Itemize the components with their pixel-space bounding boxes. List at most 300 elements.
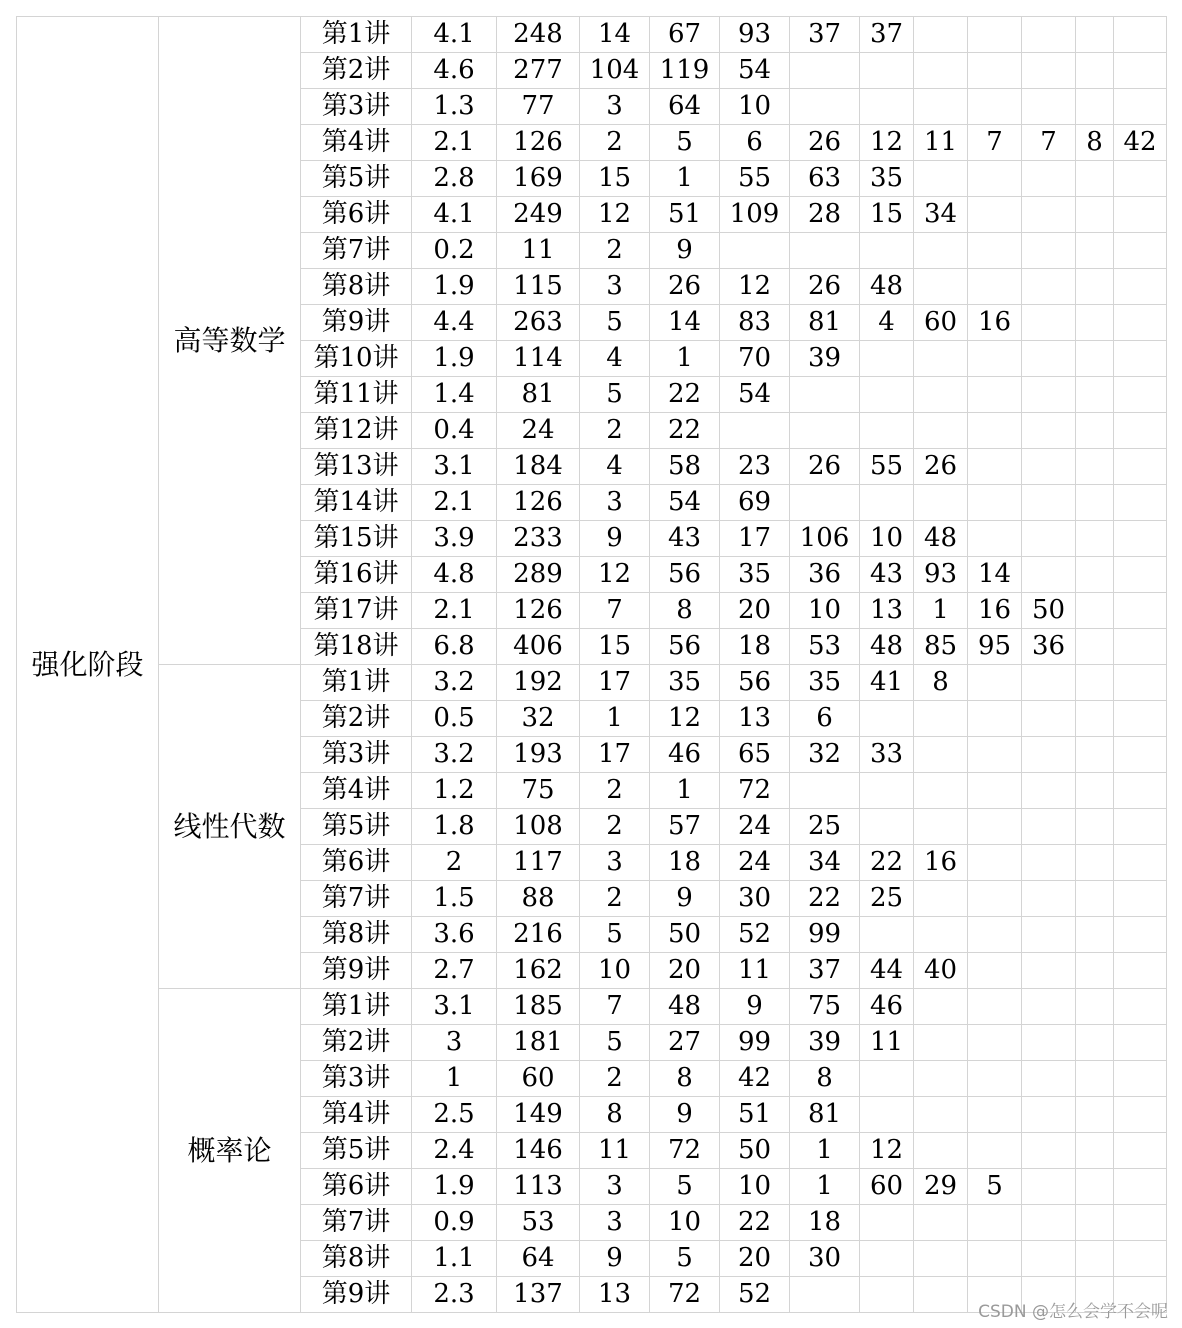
value-cell[interactable]: 20 <box>720 593 790 629</box>
value-cell[interactable] <box>860 1097 914 1133</box>
value-cell[interactable]: 51 <box>650 197 720 233</box>
value-cell[interactable] <box>1022 233 1076 269</box>
value-cell[interactable]: 1 <box>650 773 720 809</box>
value-cell[interactable]: 20 <box>720 1241 790 1277</box>
value-cell[interactable]: 0.2 <box>412 233 497 269</box>
value-cell[interactable]: 58 <box>650 449 720 485</box>
value-cell[interactable]: 99 <box>720 1025 790 1061</box>
value-cell[interactable] <box>914 881 968 917</box>
value-cell[interactable]: 4.4 <box>412 305 497 341</box>
value-cell[interactable] <box>860 377 914 413</box>
lecture-cell[interactable]: 第2讲 <box>301 53 412 89</box>
value-cell[interactable] <box>1022 989 1076 1025</box>
value-cell[interactable]: 17 <box>720 521 790 557</box>
value-cell[interactable]: 3.2 <box>412 665 497 701</box>
value-cell[interactable] <box>914 1025 968 1061</box>
value-cell[interactable]: 11 <box>497 233 580 269</box>
value-cell[interactable]: 3 <box>580 89 650 125</box>
value-cell[interactable]: 185 <box>497 989 580 1025</box>
value-cell[interactable] <box>1114 917 1167 953</box>
value-cell[interactable]: 3.2 <box>412 737 497 773</box>
value-cell[interactable]: 75 <box>497 773 580 809</box>
lecture-cell[interactable]: 第13讲 <box>301 449 412 485</box>
value-cell[interactable] <box>914 917 968 953</box>
value-cell[interactable]: 33 <box>860 737 914 773</box>
value-cell[interactable] <box>1114 449 1167 485</box>
value-cell[interactable]: 43 <box>860 557 914 593</box>
value-cell[interactable] <box>1022 161 1076 197</box>
value-cell[interactable] <box>1022 953 1076 989</box>
value-cell[interactable]: 65 <box>720 737 790 773</box>
value-cell[interactable]: 46 <box>650 737 720 773</box>
value-cell[interactable] <box>860 53 914 89</box>
value-cell[interactable]: 2 <box>580 881 650 917</box>
lecture-cell[interactable]: 第16讲 <box>301 557 412 593</box>
value-cell[interactable]: 5 <box>580 917 650 953</box>
value-cell[interactable]: 12 <box>650 701 720 737</box>
value-cell[interactable]: 3 <box>580 845 650 881</box>
value-cell[interactable] <box>1114 629 1167 665</box>
value-cell[interactable]: 2.1 <box>412 593 497 629</box>
value-cell[interactable]: 248 <box>497 17 580 53</box>
value-cell[interactable]: 22 <box>790 881 860 917</box>
value-cell[interactable]: 60 <box>497 1061 580 1097</box>
value-cell[interactable] <box>1076 521 1114 557</box>
value-cell[interactable]: 1 <box>412 1061 497 1097</box>
value-cell[interactable]: 25 <box>790 809 860 845</box>
value-cell[interactable]: 1 <box>914 593 968 629</box>
value-cell[interactable]: 5 <box>650 125 720 161</box>
value-cell[interactable] <box>1076 341 1114 377</box>
value-cell[interactable]: 12 <box>720 269 790 305</box>
value-cell[interactable] <box>1114 269 1167 305</box>
value-cell[interactable]: 2.8 <box>412 161 497 197</box>
value-cell[interactable] <box>1022 881 1076 917</box>
value-cell[interactable]: 15 <box>580 629 650 665</box>
value-cell[interactable] <box>1114 521 1167 557</box>
value-cell[interactable]: 93 <box>914 557 968 593</box>
value-cell[interactable]: 4.1 <box>412 197 497 233</box>
value-cell[interactable] <box>914 341 968 377</box>
value-cell[interactable]: 14 <box>650 305 720 341</box>
value-cell[interactable] <box>1076 1097 1114 1133</box>
value-cell[interactable]: 22 <box>860 845 914 881</box>
value-cell[interactable] <box>1076 89 1114 125</box>
value-cell[interactable]: 16 <box>968 305 1022 341</box>
value-cell[interactable] <box>1114 989 1167 1025</box>
value-cell[interactable]: 0.4 <box>412 413 497 449</box>
value-cell[interactable]: 26 <box>790 125 860 161</box>
value-cell[interactable] <box>1114 737 1167 773</box>
value-cell[interactable]: 14 <box>580 17 650 53</box>
value-cell[interactable] <box>1076 1205 1114 1241</box>
value-cell[interactable]: 63 <box>790 161 860 197</box>
value-cell[interactable]: 53 <box>497 1205 580 1241</box>
value-cell[interactable] <box>1076 989 1114 1025</box>
value-cell[interactable] <box>914 1133 968 1169</box>
value-cell[interactable]: 34 <box>914 197 968 233</box>
lecture-cell[interactable]: 第8讲 <box>301 269 412 305</box>
value-cell[interactable]: 7 <box>580 989 650 1025</box>
value-cell[interactable] <box>1022 413 1076 449</box>
value-cell[interactable]: 12 <box>580 557 650 593</box>
value-cell[interactable]: 75 <box>790 989 860 1025</box>
value-cell[interactable]: 3.6 <box>412 917 497 953</box>
value-cell[interactable]: 2.5 <box>412 1097 497 1133</box>
value-cell[interactable] <box>914 89 968 125</box>
lecture-cell[interactable]: 第5讲 <box>301 1133 412 1169</box>
value-cell[interactable] <box>1114 1061 1167 1097</box>
value-cell[interactable]: 37 <box>790 953 860 989</box>
value-cell[interactable]: 50 <box>650 917 720 953</box>
value-cell[interactable]: 126 <box>497 485 580 521</box>
value-cell[interactable] <box>1076 1169 1114 1205</box>
value-cell[interactable] <box>914 53 968 89</box>
value-cell[interactable]: 35 <box>650 665 720 701</box>
value-cell[interactable]: 52 <box>720 1277 790 1313</box>
value-cell[interactable]: 44 <box>860 953 914 989</box>
value-cell[interactable]: 3 <box>580 269 650 305</box>
value-cell[interactable]: 26 <box>790 449 860 485</box>
value-cell[interactable]: 42 <box>720 1061 790 1097</box>
value-cell[interactable] <box>914 737 968 773</box>
value-cell[interactable]: 13 <box>580 1277 650 1313</box>
value-cell[interactable] <box>914 1205 968 1241</box>
value-cell[interactable]: 10 <box>650 1205 720 1241</box>
value-cell[interactable] <box>1114 701 1167 737</box>
value-cell[interactable] <box>914 773 968 809</box>
value-cell[interactable] <box>1114 557 1167 593</box>
value-cell[interactable]: 35 <box>860 161 914 197</box>
value-cell[interactable] <box>860 1241 914 1277</box>
value-cell[interactable] <box>1022 89 1076 125</box>
value-cell[interactable]: 2.7 <box>412 953 497 989</box>
value-cell[interactable] <box>1076 953 1114 989</box>
value-cell[interactable] <box>1076 413 1114 449</box>
value-cell[interactable] <box>968 701 1022 737</box>
value-cell[interactable]: 81 <box>790 305 860 341</box>
value-cell[interactable] <box>860 1061 914 1097</box>
value-cell[interactable] <box>860 917 914 953</box>
value-cell[interactable]: 7 <box>1022 125 1076 161</box>
lecture-cell[interactable]: 第8讲 <box>301 917 412 953</box>
lecture-cell[interactable]: 第3讲 <box>301 1061 412 1097</box>
value-cell[interactable]: 1.9 <box>412 1169 497 1205</box>
value-cell[interactable]: 5 <box>650 1169 720 1205</box>
value-cell[interactable] <box>968 665 1022 701</box>
value-cell[interactable] <box>914 269 968 305</box>
value-cell[interactable] <box>1076 17 1114 53</box>
value-cell[interactable] <box>1076 1241 1114 1277</box>
lecture-cell[interactable]: 第6讲 <box>301 197 412 233</box>
value-cell[interactable]: 48 <box>914 521 968 557</box>
value-cell[interactable] <box>1022 917 1076 953</box>
value-cell[interactable]: 1 <box>790 1169 860 1205</box>
value-cell[interactable] <box>1076 593 1114 629</box>
lecture-cell[interactable]: 第15讲 <box>301 521 412 557</box>
value-cell[interactable] <box>968 1133 1022 1169</box>
subject-cell[interactable]: 高等数学 <box>159 17 301 665</box>
value-cell[interactable] <box>1022 305 1076 341</box>
value-cell[interactable] <box>1076 197 1114 233</box>
value-cell[interactable] <box>968 881 1022 917</box>
value-cell[interactable] <box>1022 737 1076 773</box>
value-cell[interactable] <box>1022 269 1076 305</box>
value-cell[interactable]: 117 <box>497 845 580 881</box>
value-cell[interactable] <box>1022 1025 1076 1061</box>
value-cell[interactable]: 2 <box>580 413 650 449</box>
lecture-cell[interactable]: 第18讲 <box>301 629 412 665</box>
value-cell[interactable] <box>968 449 1022 485</box>
value-cell[interactable]: 406 <box>497 629 580 665</box>
lecture-cell[interactable]: 第7讲 <box>301 1205 412 1241</box>
value-cell[interactable]: 18 <box>650 845 720 881</box>
lecture-cell[interactable]: 第17讲 <box>301 593 412 629</box>
value-cell[interactable]: 181 <box>497 1025 580 1061</box>
value-cell[interactable]: 64 <box>650 89 720 125</box>
value-cell[interactable]: 88 <box>497 881 580 917</box>
value-cell[interactable] <box>968 917 1022 953</box>
value-cell[interactable]: 4.6 <box>412 53 497 89</box>
value-cell[interactable]: 13 <box>860 593 914 629</box>
value-cell[interactable] <box>968 341 1022 377</box>
value-cell[interactable]: 17 <box>580 665 650 701</box>
value-cell[interactable] <box>790 413 860 449</box>
value-cell[interactable]: 3 <box>580 1169 650 1205</box>
value-cell[interactable] <box>1076 377 1114 413</box>
value-cell[interactable] <box>1114 1133 1167 1169</box>
value-cell[interactable]: 30 <box>720 881 790 917</box>
value-cell[interactable]: 56 <box>650 557 720 593</box>
value-cell[interactable]: 1.8 <box>412 809 497 845</box>
value-cell[interactable]: 10 <box>860 521 914 557</box>
value-cell[interactable]: 29 <box>914 1169 968 1205</box>
value-cell[interactable]: 55 <box>720 161 790 197</box>
value-cell[interactable]: 27 <box>650 1025 720 1061</box>
value-cell[interactable] <box>1114 1241 1167 1277</box>
value-cell[interactable]: 72 <box>650 1277 720 1313</box>
value-cell[interactable] <box>860 809 914 845</box>
value-cell[interactable]: 48 <box>860 269 914 305</box>
value-cell[interactable] <box>1076 773 1114 809</box>
value-cell[interactable]: 18 <box>790 1205 860 1241</box>
value-cell[interactable]: 81 <box>790 1097 860 1133</box>
value-cell[interactable] <box>968 197 1022 233</box>
lecture-cell[interactable]: 第4讲 <box>301 125 412 161</box>
value-cell[interactable] <box>1076 737 1114 773</box>
lecture-cell[interactable]: 第9讲 <box>301 305 412 341</box>
value-cell[interactable]: 18 <box>720 629 790 665</box>
value-cell[interactable]: 22 <box>650 377 720 413</box>
value-cell[interactable]: 10 <box>580 953 650 989</box>
value-cell[interactable] <box>914 161 968 197</box>
value-cell[interactable]: 22 <box>720 1205 790 1241</box>
value-cell[interactable] <box>1022 449 1076 485</box>
value-cell[interactable] <box>1114 593 1167 629</box>
value-cell[interactable] <box>1114 1025 1167 1061</box>
value-cell[interactable] <box>914 989 968 1025</box>
value-cell[interactable]: 5 <box>580 377 650 413</box>
value-cell[interactable]: 23 <box>720 449 790 485</box>
value-cell[interactable]: 11 <box>720 953 790 989</box>
value-cell[interactable]: 137 <box>497 1277 580 1313</box>
lecture-cell[interactable]: 第6讲 <box>301 845 412 881</box>
value-cell[interactable] <box>720 413 790 449</box>
value-cell[interactable] <box>1076 485 1114 521</box>
value-cell[interactable]: 70 <box>720 341 790 377</box>
value-cell[interactable] <box>1022 557 1076 593</box>
value-cell[interactable] <box>790 485 860 521</box>
value-cell[interactable]: 1.3 <box>412 89 497 125</box>
value-cell[interactable] <box>968 233 1022 269</box>
value-cell[interactable] <box>1076 233 1114 269</box>
value-cell[interactable] <box>1076 1025 1114 1061</box>
value-cell[interactable]: 2.1 <box>412 125 497 161</box>
stage-cell[interactable]: 强化阶段 <box>17 17 159 1313</box>
value-cell[interactable] <box>914 1097 968 1133</box>
value-cell[interactable]: 9 <box>720 989 790 1025</box>
value-cell[interactable]: 7 <box>580 593 650 629</box>
value-cell[interactable]: 11 <box>860 1025 914 1061</box>
value-cell[interactable]: 24 <box>497 413 580 449</box>
value-cell[interactable]: 10 <box>790 593 860 629</box>
value-cell[interactable] <box>1076 881 1114 917</box>
lecture-cell[interactable]: 第7讲 <box>301 881 412 917</box>
value-cell[interactable]: 72 <box>720 773 790 809</box>
value-cell[interactable]: 99 <box>790 917 860 953</box>
value-cell[interactable]: 0.5 <box>412 701 497 737</box>
value-cell[interactable]: 77 <box>497 89 580 125</box>
value-cell[interactable]: 3 <box>412 1025 497 1061</box>
value-cell[interactable] <box>968 809 1022 845</box>
value-cell[interactable]: 9 <box>580 1241 650 1277</box>
value-cell[interactable]: 5 <box>580 305 650 341</box>
value-cell[interactable] <box>1114 953 1167 989</box>
lecture-cell[interactable]: 第3讲 <box>301 89 412 125</box>
value-cell[interactable]: 34 <box>790 845 860 881</box>
lecture-cell[interactable]: 第10讲 <box>301 341 412 377</box>
value-cell[interactable] <box>1114 17 1167 53</box>
value-cell[interactable] <box>914 233 968 269</box>
value-cell[interactable] <box>1022 1061 1076 1097</box>
value-cell[interactable] <box>860 773 914 809</box>
value-cell[interactable]: 7 <box>968 125 1022 161</box>
value-cell[interactable] <box>1114 305 1167 341</box>
value-cell[interactable] <box>968 1241 1022 1277</box>
value-cell[interactable] <box>1076 665 1114 701</box>
value-cell[interactable]: 2 <box>412 845 497 881</box>
value-cell[interactable]: 3.1 <box>412 449 497 485</box>
value-cell[interactable] <box>968 1205 1022 1241</box>
value-cell[interactable] <box>860 701 914 737</box>
value-cell[interactable]: 11 <box>580 1133 650 1169</box>
value-cell[interactable] <box>1022 341 1076 377</box>
value-cell[interactable] <box>1114 53 1167 89</box>
lecture-cell[interactable]: 第9讲 <box>301 1277 412 1313</box>
value-cell[interactable] <box>1076 1061 1114 1097</box>
value-cell[interactable] <box>1114 377 1167 413</box>
value-cell[interactable]: 106 <box>790 521 860 557</box>
value-cell[interactable]: 1 <box>650 161 720 197</box>
value-cell[interactable] <box>968 17 1022 53</box>
value-cell[interactable]: 24 <box>720 809 790 845</box>
value-cell[interactable] <box>860 413 914 449</box>
lecture-cell[interactable]: 第5讲 <box>301 161 412 197</box>
value-cell[interactable]: 2 <box>580 233 650 269</box>
lecture-cell[interactable]: 第3讲 <box>301 737 412 773</box>
value-cell[interactable]: 24 <box>720 845 790 881</box>
value-cell[interactable] <box>968 413 1022 449</box>
value-cell[interactable] <box>790 377 860 413</box>
lecture-cell[interactable]: 第1讲 <box>301 17 412 53</box>
value-cell[interactable] <box>860 1277 914 1313</box>
value-cell[interactable] <box>914 809 968 845</box>
value-cell[interactable]: 2 <box>580 125 650 161</box>
value-cell[interactable] <box>1022 845 1076 881</box>
value-cell[interactable]: 289 <box>497 557 580 593</box>
value-cell[interactable]: 1.1 <box>412 1241 497 1277</box>
value-cell[interactable]: 3.1 <box>412 989 497 1025</box>
value-cell[interactable]: 8 <box>580 1097 650 1133</box>
lecture-cell[interactable]: 第1讲 <box>301 665 412 701</box>
lecture-cell[interactable]: 第5讲 <box>301 809 412 845</box>
value-cell[interactable] <box>914 413 968 449</box>
value-cell[interactable] <box>860 233 914 269</box>
value-cell[interactable]: 95 <box>968 629 1022 665</box>
value-cell[interactable]: 10 <box>720 1169 790 1205</box>
value-cell[interactable]: 3 <box>580 1205 650 1241</box>
value-cell[interactable]: 64 <box>497 1241 580 1277</box>
value-cell[interactable]: 9 <box>650 233 720 269</box>
value-cell[interactable]: 48 <box>860 629 914 665</box>
subject-cell[interactable]: 线性代数 <box>159 665 301 989</box>
value-cell[interactable]: 4 <box>580 341 650 377</box>
value-cell[interactable] <box>1114 845 1167 881</box>
value-cell[interactable]: 83 <box>720 305 790 341</box>
value-cell[interactable]: 14 <box>968 557 1022 593</box>
value-cell[interactable] <box>968 377 1022 413</box>
value-cell[interactable] <box>1076 269 1114 305</box>
value-cell[interactable] <box>860 341 914 377</box>
lecture-cell[interactable]: 第11讲 <box>301 377 412 413</box>
lecture-cell[interactable]: 第1讲 <box>301 989 412 1025</box>
value-cell[interactable] <box>1022 17 1076 53</box>
value-cell[interactable] <box>968 161 1022 197</box>
value-cell[interactable]: 16 <box>914 845 968 881</box>
value-cell[interactable]: 85 <box>914 629 968 665</box>
subject-cell[interactable]: 概率论 <box>159 989 301 1313</box>
value-cell[interactable]: 16 <box>968 593 1022 629</box>
value-cell[interactable]: 8 <box>650 1061 720 1097</box>
value-cell[interactable]: 4 <box>860 305 914 341</box>
value-cell[interactable] <box>1076 305 1114 341</box>
value-cell[interactable]: 109 <box>720 197 790 233</box>
value-cell[interactable]: 60 <box>914 305 968 341</box>
value-cell[interactable] <box>860 89 914 125</box>
value-cell[interactable]: 4 <box>580 449 650 485</box>
value-cell[interactable] <box>860 485 914 521</box>
value-cell[interactable]: 126 <box>497 125 580 161</box>
value-cell[interactable]: 57 <box>650 809 720 845</box>
value-cell[interactable] <box>968 53 1022 89</box>
lecture-cell[interactable]: 第9讲 <box>301 953 412 989</box>
value-cell[interactable]: 56 <box>650 629 720 665</box>
lecture-cell[interactable]: 第6讲 <box>301 1169 412 1205</box>
value-cell[interactable] <box>790 53 860 89</box>
value-cell[interactable]: 40 <box>914 953 968 989</box>
value-cell[interactable]: 0.9 <box>412 1205 497 1241</box>
lecture-cell[interactable]: 第14讲 <box>301 485 412 521</box>
